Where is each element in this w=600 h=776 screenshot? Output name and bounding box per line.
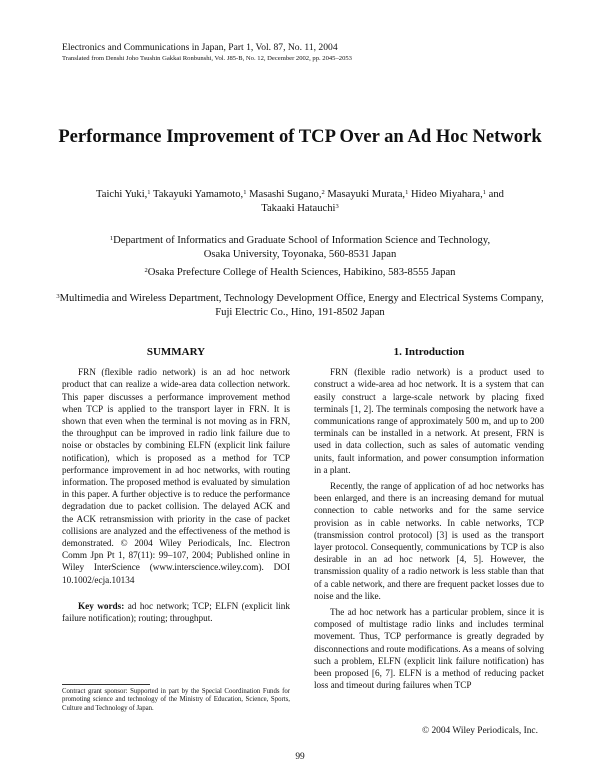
paper-title: Performance Improvement of TCP Over an Ad Hoc Network — [58, 126, 542, 147]
journal-header: Electronics and Communications in Japan, Part 1, Vol. 87, No. 11, 2004 — [62, 42, 338, 53]
summary-column — [62, 346, 290, 624]
intro-paragraph: FRN (flexible radio network) is a product used to construct a wide-area ad hoc network. It is a system that can easily construct a large-scale network by placing fixed terminals [1, 2]. The terminals composing the network have a communications range of approximately 500 m, and up to 200 terminals can be installed in a network. At present, FRN is used in data collection, such as sales of automatic vending units, fault information, and power consumption information in a plant. — [314, 367, 544, 475]
author-name: Takayuki Yamamoto, — [150, 189, 244, 200]
intro-paragraph: The ad hoc network has a particular problem, since it is composed of multistage radio links and includes terminal movement. Thus, TCP performance is greatly degraded by disconnections and route modifications. As a means of solving such a problem, ELFN (explicit link failure notification) has been proposed [6, 7]. ELFN is a method of reducing packet loss and timeout during failures when TCP — [314, 607, 544, 691]
footnote: Contract grant sponsor: Supported in part by the Special Coordination Funds for promoting science and technology of the Ministry of Education, Science, Sports, Culture and Technology of Japan. — [62, 688, 290, 712]
author-name: Takaaki Hatauchi — [261, 202, 336, 214]
keywords: Key words: ad hoc network; TCP; ELFN (explicit link failure notification); routing; throughput. — [62, 600, 290, 624]
copyright-notice: © 2004 Wiley Periodicals, Inc. — [422, 726, 538, 736]
author-name: Taichi Yuki, — [96, 189, 148, 200]
affiliation-2: $^2$Osaka Prefecture College of Health Sciences, Habikino, 583-8555 Japan — [144, 267, 456, 278]
author-list: Taichi Yuki,$^1$ Takayuki Yamamoto,$^1$ Masashi Sugano,$^2$ Masayuki Murata,$^1$ Hideo Miyahara,$^1$ and Takaaki Hatauchi$^3$ — [96, 189, 504, 214]
summary-text: FRN (flexible radio network) is an ad hoc network product that can realize a wide-area data collection network. This paper discusses a performance improvement method when TCP is applied to the transport layer in FRN. It is shown that even when the terminal is not moving as in FRN, the throughput can be improved in radio link failure due to noise or obstacles by combining ELFN (explicit link failure notification), which is proposed as a method for TCP performance improvement in ad hoc networks, with routing information. The proposed method is evaluated by simulation in this paper. A further objective is to reduce the performance degradation due to packet collision. The delayed ACK and the ACK retransmission with priority in the case of packet collisions are analyzed and the effectiveness of the method is demonstrated. © 2004 Wiley Periodicals, Inc. Electron Comm Jpn Pt 1, 87(11): 99–107, 2004; Published online in Wiley InterScience (www.interscience.wiley.com). DOI 10.1002/ecja.10134 — [62, 367, 290, 585]
summary-heading: SUMMARY — [146, 346, 206, 358]
intro-paragraph: Recently, the range of application of ad hoc networks has been enlarged, and there is an increasing demand for mutual connection to cable networks and for the same service provision as in cable networks. In cable networks, TCP (transmission control protocol) [3] is used as the transport layer protocol. Consequently, communications by TCP is also desirable in an ad hoc network [4, 5]. However, the transmission quality of a radio network is less stable than that of a cable network, and there are frequent packet losses due to noise and the like. — [314, 481, 544, 601]
author-name: Hideo Miyahara, — [408, 189, 483, 200]
affiliation-1: $^1$Department of Informatics and Graduate School of Information Science and Technology, Osaka University, Toyonaka, 560-8531 Japan — [109, 235, 491, 260]
affiliation-3: $^3$Multimedia and Wireless Department, Technology Development Office, Energy and Electrical Systems Company, Fuji Electric Co., Hino, 191-8502 Japan — [56, 293, 544, 318]
author-name: Masayuki Murata, — [324, 189, 406, 200]
introduction-column — [314, 346, 544, 691]
author-name: Masashi Sugano, — [246, 189, 322, 200]
introduction-heading: 1. Introduction — [393, 346, 465, 358]
translation-note: Translated from Denshi Joho Tsushin Gakkai Ronbunshi, Vol. J85-B, No. 12, December 2002, pp. 2045–2053 — [62, 55, 352, 62]
footnote-rule — [62, 684, 150, 685]
page-number: 99 — [295, 752, 305, 762]
